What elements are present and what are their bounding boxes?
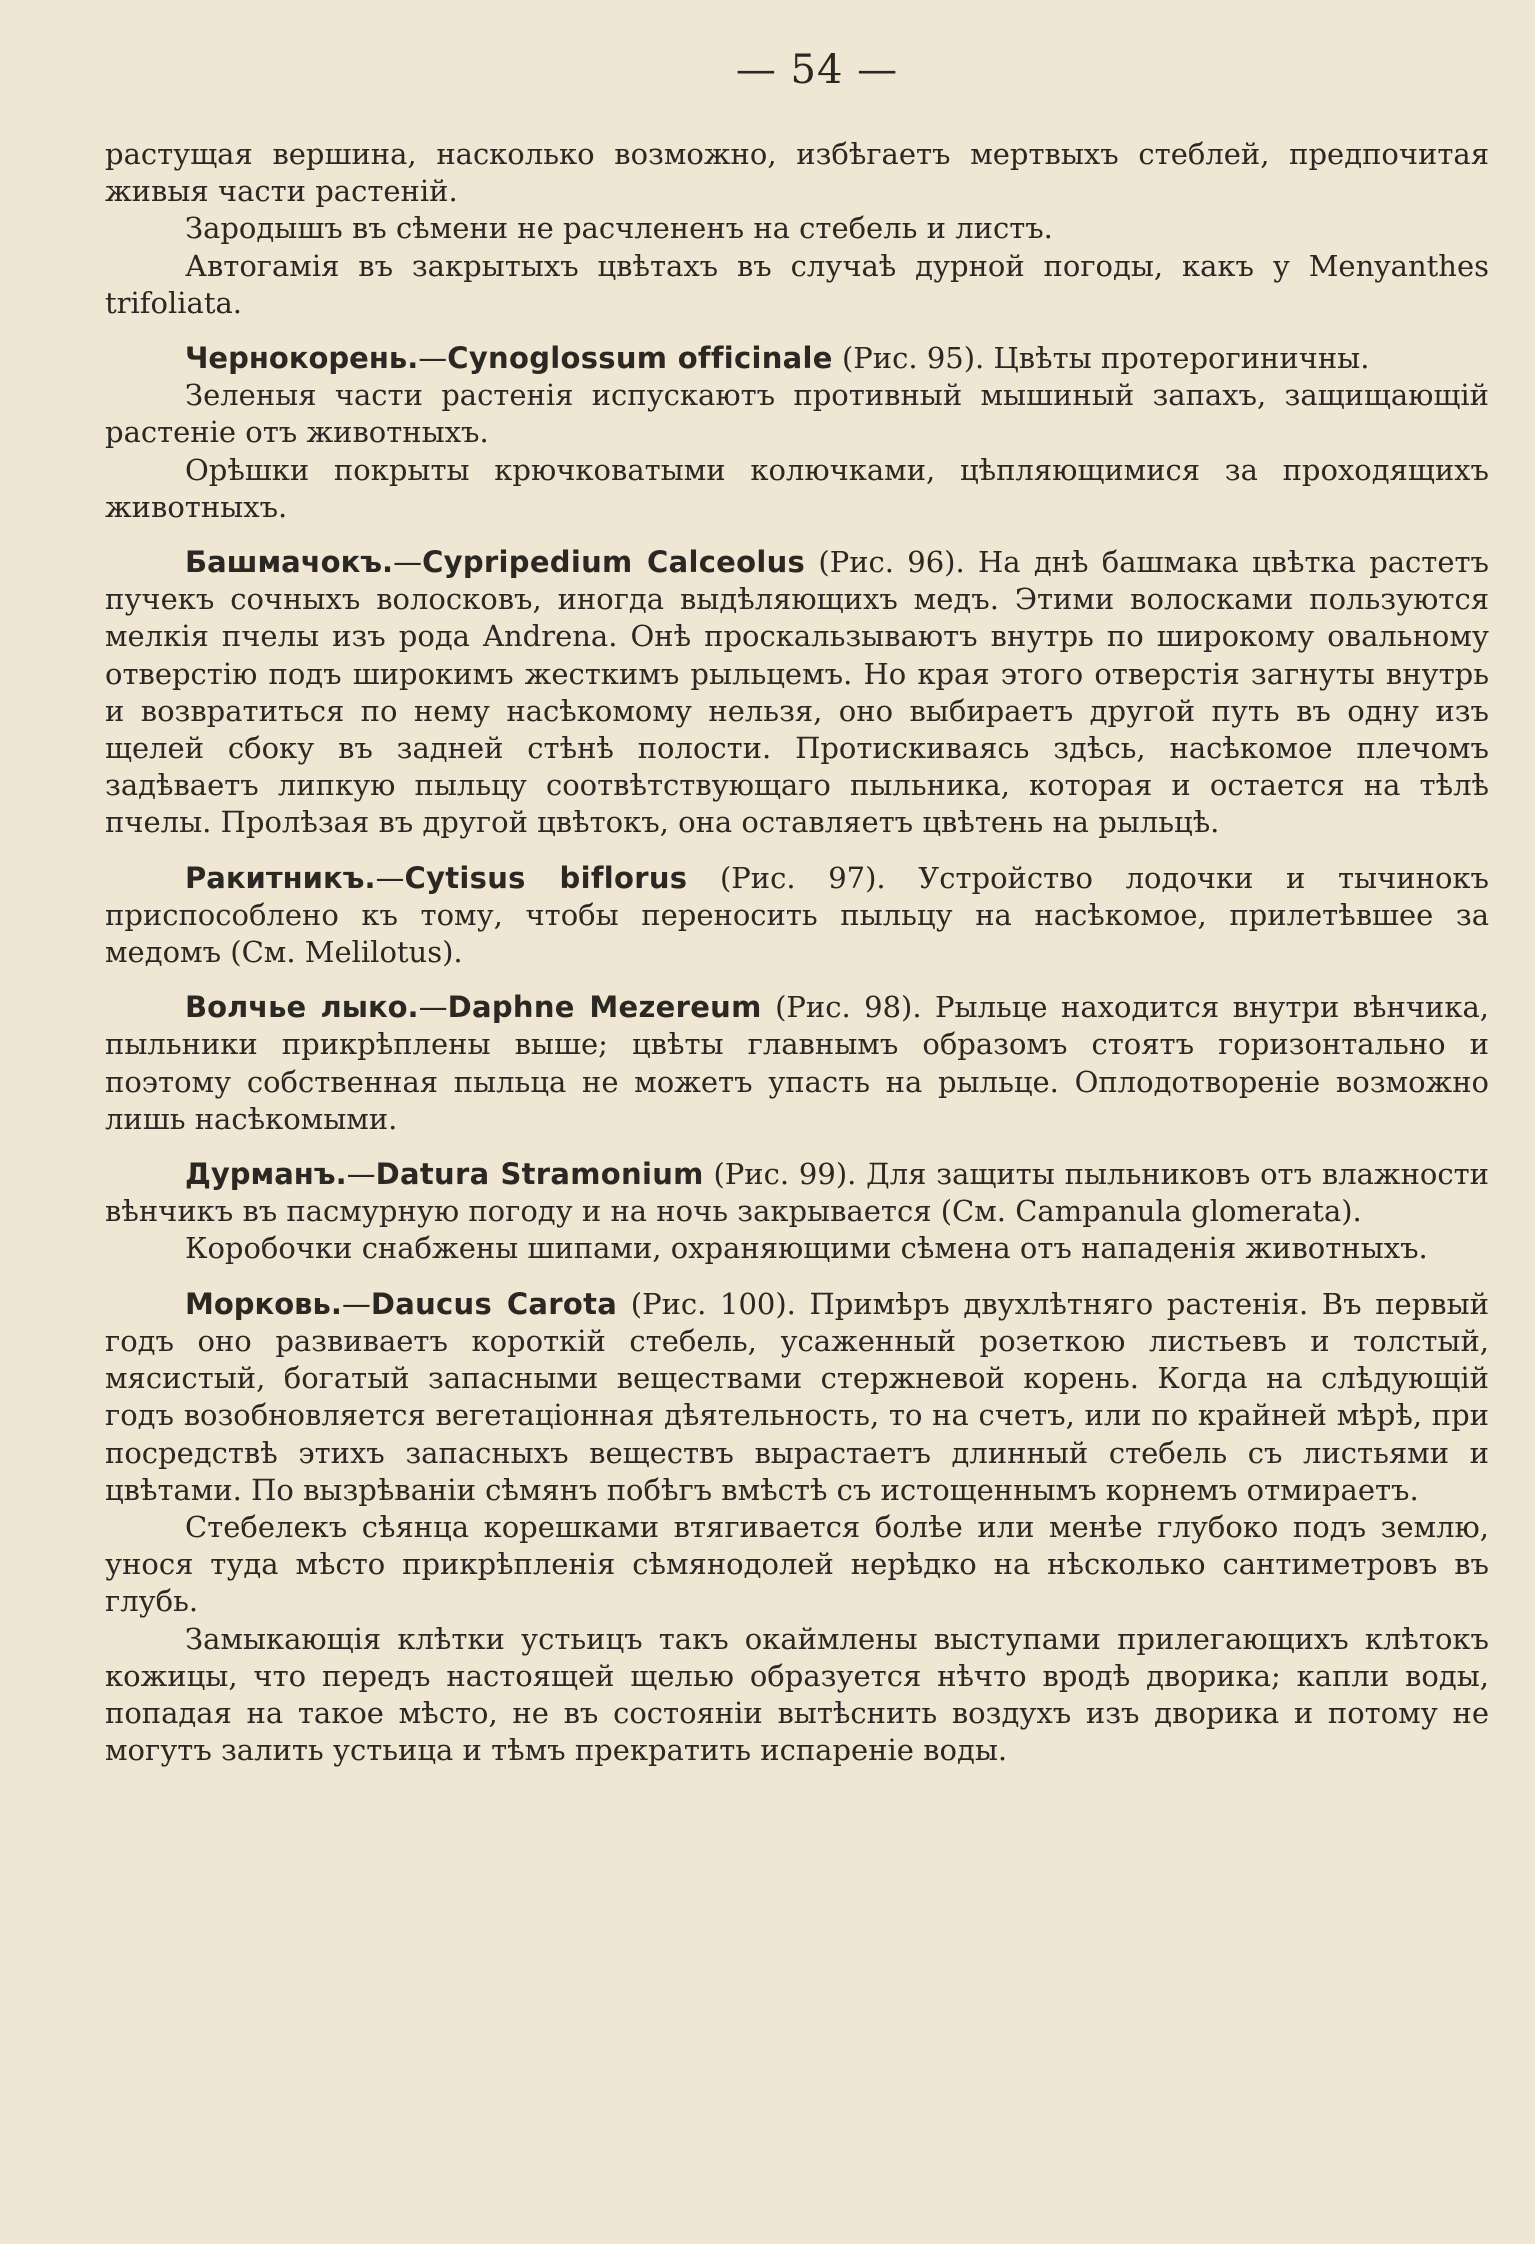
entry-russian-name: Ракитникъ. — [185, 860, 376, 895]
entry-text: (Рис. 97). Устройство лодочки и тычинокъ приспособлено къ тому, чтобы переносить пыльцу на насѣкомое, прилетѣвшее за медомъ (См. Melilotus). — [105, 860, 1489, 970]
entry-dash: — — [393, 545, 423, 580]
entry-text: (Рис. 99). Для защиты пыльниковъ отъ влажности вѣнчикъ въ пасмурную погоду и на ночь закрывается (См. Campanula glomerata). — [105, 1157, 1489, 1229]
entry-dash: — — [418, 341, 448, 376]
plant-entry — [105, 340, 1489, 526]
entry-dash: — — [346, 1157, 376, 1192]
entry-dash: — — [375, 860, 405, 895]
entry-russian-name: Морковь. — [185, 1286, 342, 1321]
entry-latin-name: Daphne Mezereum — [447, 990, 762, 1025]
entry-text: (Рис. 95). Цвѣты протерогиничны. — [832, 341, 1370, 376]
entry-latin-name: Cynoglossum officinale — [447, 341, 833, 376]
plant-entry — [105, 989, 1489, 1138]
entry-latin-name: Cytisus biflorus — [404, 860, 688, 895]
entry-russian-name: Волчье лыко. — [185, 990, 419, 1025]
entry-paragraph — [105, 1156, 1489, 1230]
paragraph: Орѣшки покрыты крючковатыми колючками, цѣпляющимися за проходящихъ животныхъ. — [105, 452, 1489, 524]
entry-text: (Рис. 100). Примѣръ двухлѣтняго растенія. Въ первый годъ оно развиваетъ короткій стебель, усаженный розеткою листьевъ и толстый, мясистый, богатый запасными веществами стержневой корень. Когда на слѣдующій годъ возобновляется вегетаціонная дѣятельность, то на счетъ, или по крайней мѣрѣ, при посредствѣ этихъ запасныхъ веществъ вырастаетъ длинный стебель съ листьями и цвѣтами. По вызрѣваніи сѣмянъ побѣгъ вмѣстѣ съ истощеннымъ корнемъ отмираетъ. — [105, 1286, 1490, 1507]
entry-paragraph — [105, 1286, 1489, 1509]
entry-dash: — — [341, 1286, 371, 1321]
entry-paragraph — [105, 860, 1489, 972]
plant-entry — [105, 860, 1489, 972]
entry-text: (Рис. 96). На днѣ башмака цвѣтка растетъ пучекъ сочныхъ волосковъ, иногда выдѣляющихъ медъ. Этими волосками пользуются мелкія пчелы изъ рода Andrena. Онѣ проскальзываютъ внутрь по широкому овальному отверстію подъ широкимъ жесткимъ рыльцемъ. Но края этого отверстія загнуты внутрь и возвратиться по нему насѣкомому нельзя, оно выбираетъ другой путь въ одну изъ щелей сбоку въ задней стѣнѣ полости. Протискиваясь здѣсь, насѣкомое плечомъ задѣваетъ липкую пыльцу соотвѣтствующаго пыльника, которая и остается на тѣлѣ пчелы. Пролѣзая въ другой цвѣтокъ, она оставляетъ цвѣтень на рыльцѣ. — [105, 545, 1489, 840]
plant-entry — [105, 1286, 1489, 1770]
intro-section — [105, 136, 1489, 322]
entry-russian-name: Башмачокъ. — [185, 545, 394, 580]
paragraph: Зеленыя части растенія испускаютъ противный мышиный запахъ, защищающій растеніе отъ животныхъ. — [105, 378, 1489, 450]
entry-paragraph — [105, 989, 1489, 1138]
paragraph: Коробочки снабжены шипами, охраняющими сѣмена отъ нападенія животныхъ. — [185, 1231, 1428, 1266]
entry-russian-name: Дурманъ. — [185, 1157, 347, 1192]
paragraph: Зародышъ въ сѣмени не расчлененъ на стебель и листъ. — [185, 211, 1053, 246]
paragraph: растущая вершина, насколько возможно, избѣгаетъ мертвыхъ стеблей, предпочитая живыя части растеній. — [105, 137, 1489, 209]
entry-russian-name: Чернокорень. — [185, 341, 419, 376]
entry-latin-name: Datura Stramonium — [375, 1157, 704, 1192]
paragraph: Автогамія въ закрытыхъ цвѣтахъ въ случаѣ дурной погоды, какъ у Menyanthes trifoliata. — [105, 248, 1489, 320]
paragraph: Стебелекъ сѣянца корешками втягивается болѣе или менѣе глубоко подъ землю, унося туда мѣсто прикрѣпленія сѣмянодолей нерѣдко на нѣсколько сантиметровъ въ глубь. — [105, 1509, 1489, 1619]
entry-paragraph — [105, 340, 1489, 377]
plant-entry — [105, 544, 1489, 842]
entry-latin-name: Daucus Carota — [370, 1286, 618, 1321]
entry-dash: — — [418, 990, 448, 1025]
page-number: — 54 — — [735, 47, 899, 93]
entry-paragraph — [105, 544, 1489, 842]
plant-entry — [105, 1156, 1489, 1268]
entry-latin-name: Cypripedium Calceolus — [422, 545, 806, 580]
paragraph: Замыкающія клѣтки устьицъ такъ окаймлены выступами прилегающихъ клѣтокъ кожицы, что передъ настоящей щелью образуется нѣчто вродѣ дворика; капли воды, попадая на такое мѣсто, не въ состояніи вытѣснить воздухъ изъ дворика и потому не могутъ залить устьица и тѣмъ прекратить испареніе воды. — [105, 1621, 1489, 1768]
entry-text: (Рис. 98). Рыльце находится внутри вѣнчика, пыльники прикрѣплены выше; цвѣты главнымъ образомъ стоятъ горизонтально и поэтому собственная пыльца не можетъ упасть на рыльце. Оплодотвореніе возможно лишь насѣкомыми. — [105, 990, 1489, 1136]
